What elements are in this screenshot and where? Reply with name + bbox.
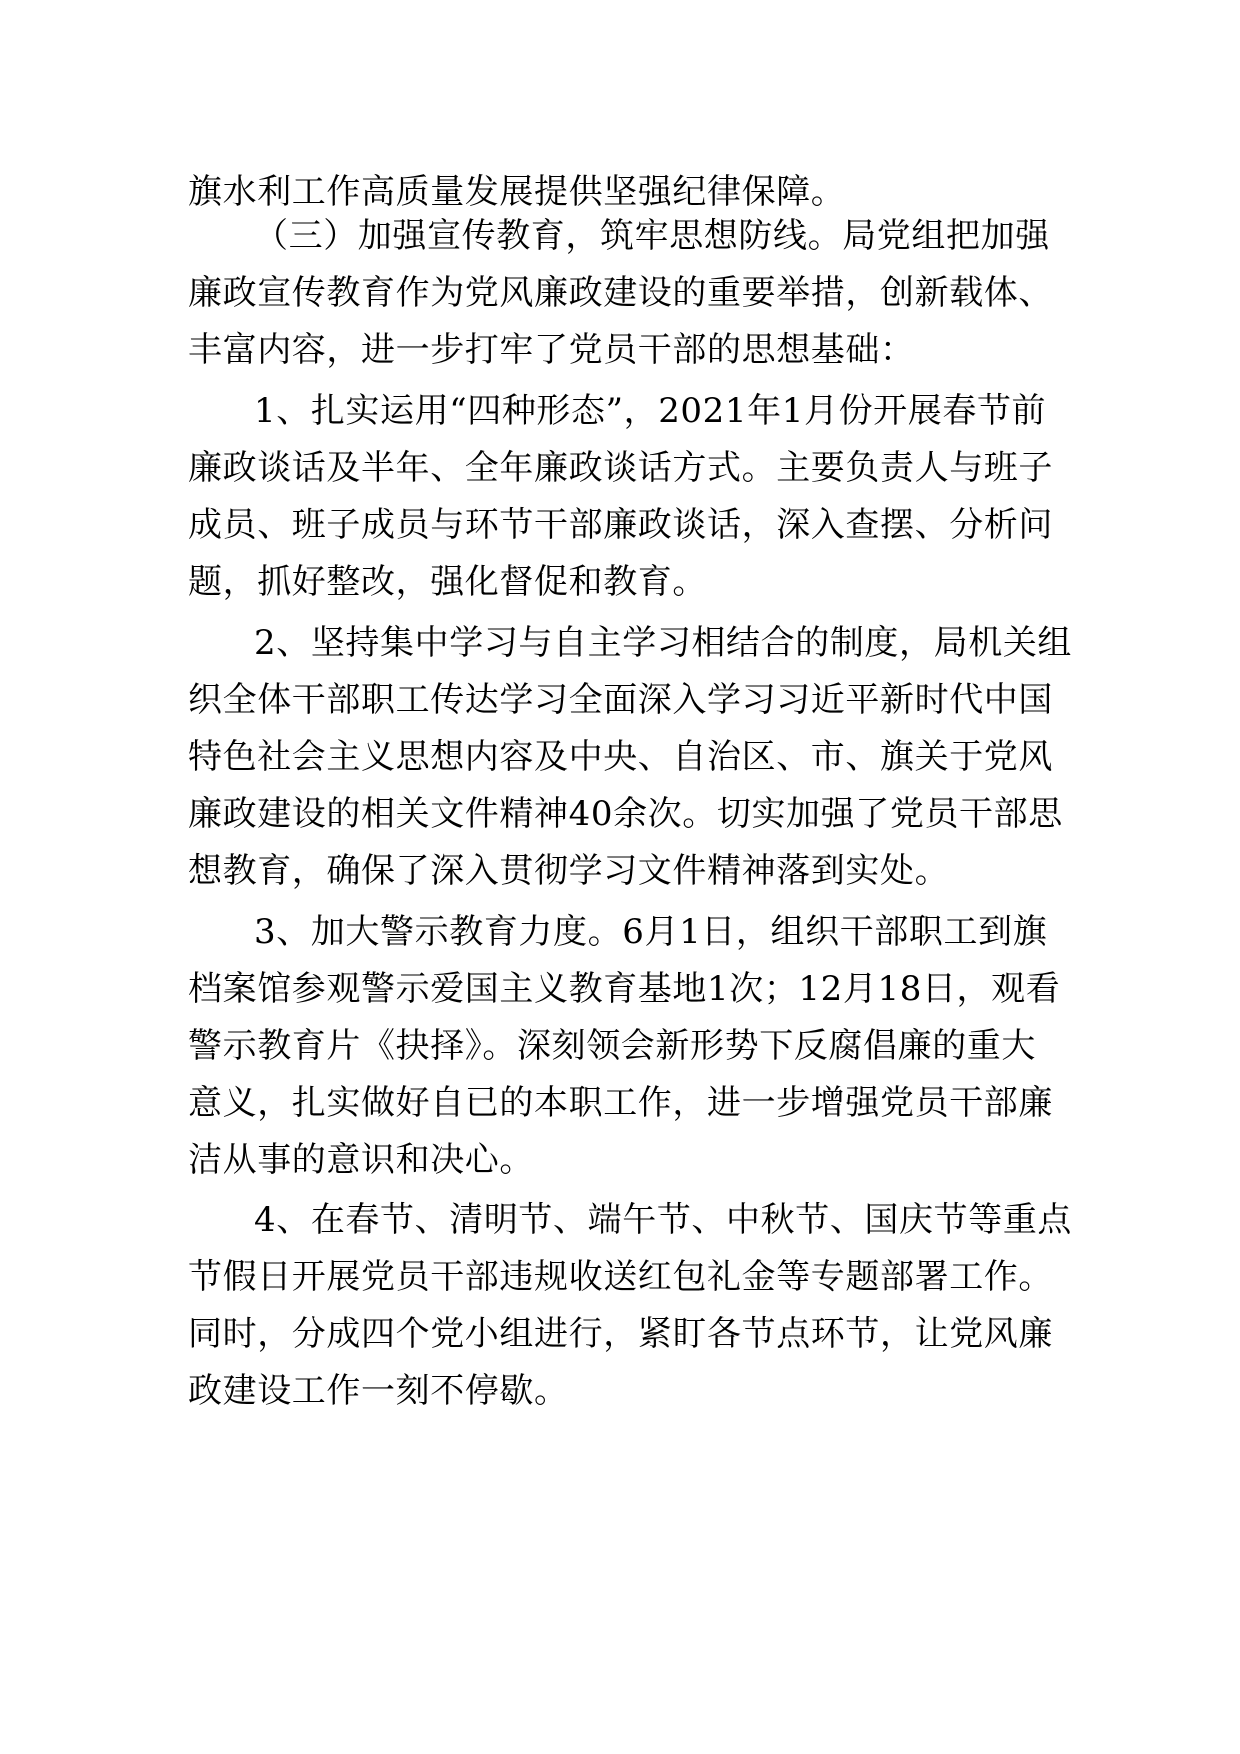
text-line: 警示教育片《抉择》。深刻领会新形势下反腐倡廉的重大 (188, 1026, 1036, 1066)
list-item-4-line: 4、在春节、清明节、端午节、中秋节、国庆节等重点 (254, 1200, 1073, 1240)
text-line: 意义，扎实做好自已的本职工作，进一步增强党员干部廉 (188, 1083, 1053, 1123)
text-line: 旗水利工作高质量发展提供坚强纪律保障。 (188, 172, 846, 212)
text-line: 廉政建设的相关文件精神40余次。切实加强了党员干部思 (188, 794, 1063, 834)
text-line: 政建设工作一刻不停歇。 (188, 1371, 569, 1411)
text-line: 题，抓好整改，强化督促和教育。 (188, 562, 707, 602)
text-line: 特色社会主义思想内容及中央、自治区、市、旗关于党风 (188, 737, 1053, 777)
text-line: 洁从事的意识和决心。 (188, 1140, 534, 1180)
text-line: 廉政宣传教育作为党风廉政建设的重要举措，创新载体、 (188, 273, 1053, 313)
text-line: 同时，分成四个党小组进行，紧盯各节点环节，让党风廉 (188, 1314, 1053, 1354)
list-item-3-line: 3、加大警示教育力度。6月1日，组织干部职工到旗 (254, 912, 1048, 952)
text-line: 想教育，确保了深入贯彻学习文件精神落到实处。 (188, 851, 950, 891)
section-heading-line: （三）加强宣传教育，筑牢思想防线。局党组把加强 (254, 216, 1050, 256)
list-item-2-line: 2、坚持集中学习与自主学习相结合的制度，局机关组 (254, 623, 1073, 663)
text-line: 廉政谈话及半年、全年廉政谈话方式。主要负责人与班子 (188, 448, 1053, 488)
text-line: 档案馆参观警示爱国主义教育基地1次；12月18日，观看 (188, 969, 1061, 1009)
text-line: 成员、班子成员与环节干部廉政谈话，深入查摆、分析问 (188, 505, 1053, 545)
text-line: 织全体干部职工传达学习全面深入学习习近平新时代中国 (188, 680, 1053, 720)
text-line: 丰富内容，进一步打牢了党员干部的思想基础： (188, 330, 915, 370)
list-item-1-line: 1、扎实运用“四种形态”，2021年1月份开展春节前 (254, 391, 1047, 431)
text-line: 节假日开展党员干部违规收送红包礼金等专题部署工作。 (188, 1257, 1053, 1297)
